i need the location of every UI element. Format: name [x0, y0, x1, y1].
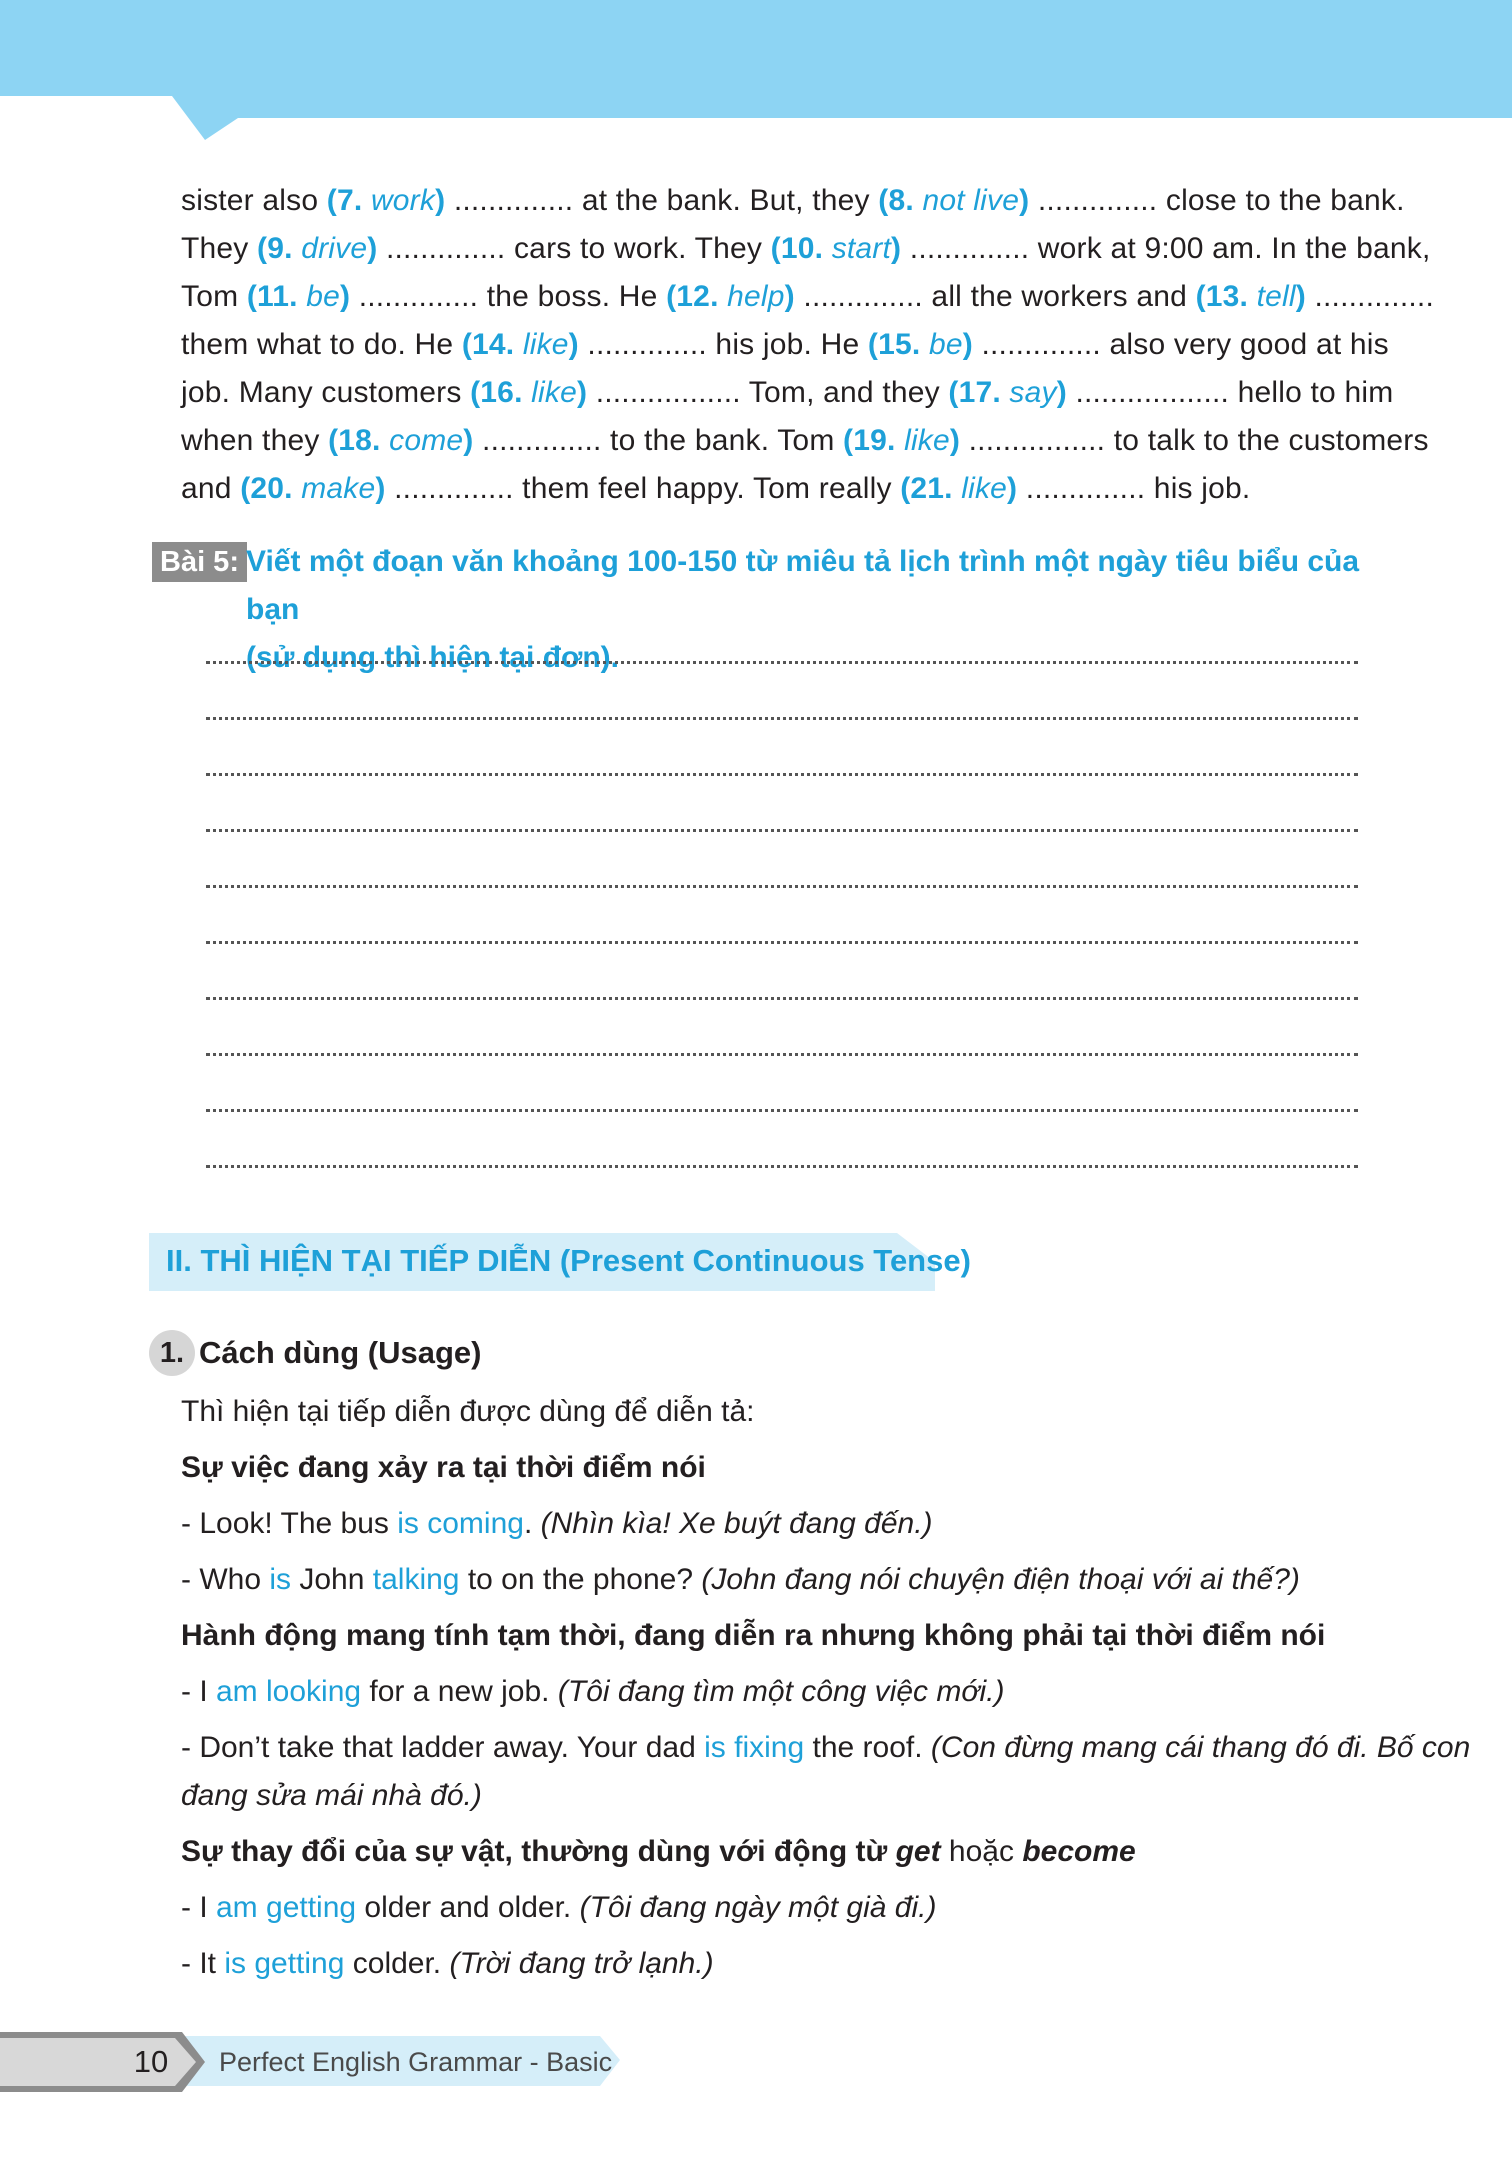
text-segment: .............. close to the bank.	[1029, 184, 1405, 217]
example-4-continued: đang sửa mái nhà đó.)	[181, 1779, 482, 1812]
verb-hint: (15. be)	[867, 328, 973, 361]
answer-line[interactable]	[206, 1040, 1358, 1060]
instruction-line-2: (sử dụng thì hiện tại đơn).	[246, 641, 620, 674]
verb-hint: (21. like)	[900, 472, 1018, 505]
answer-line[interactable]	[206, 1096, 1358, 1116]
text-segment: .............. at the bank. But, they	[445, 184, 879, 217]
exercise-paragraph	[181, 177, 1434, 513]
verb-hint: (7. work)	[326, 184, 446, 217]
text-segment: ................. Tom, and they	[587, 376, 949, 409]
verb-hint: (20. make)	[240, 472, 386, 505]
answer-line[interactable]	[206, 984, 1358, 1004]
text-segment: ..............	[1305, 280, 1434, 313]
verb-hint: (11. be)	[246, 280, 351, 313]
subsection-number: 1.	[149, 1330, 195, 1376]
verb-hint: (17. say)	[948, 376, 1067, 409]
usage-heading-3: Sự thay đổi của sự vật, thường dùng với động từ get hoặc become	[181, 1835, 1136, 1868]
answer-line[interactable]	[206, 760, 1358, 780]
verb-hint: (19. like)	[843, 424, 961, 457]
text-segment: .............. his job.	[1017, 472, 1251, 505]
verb-hint: (9. drive)	[257, 232, 378, 265]
text-segment: and	[181, 472, 241, 505]
answer-line[interactable]	[206, 872, 1358, 892]
text-segment: them what to do. He	[181, 328, 462, 361]
verb-hint: (16. like)	[470, 376, 588, 409]
text-segment: ................ to talk to the customers	[960, 424, 1429, 457]
example-3: - I am looking for a new job. (Tôi đang tìm một công việc mới.)	[181, 1675, 1005, 1708]
answer-line[interactable]	[206, 648, 1358, 668]
example-5: - I am getting older and older. (Tôi đang ngày một già đi.)	[181, 1891, 937, 1924]
top-banner	[0, 0, 1512, 140]
text-segment: .............. his job. He	[578, 328, 868, 361]
verb-hint: (18. come)	[328, 424, 474, 457]
verb-hint: (8. not live)	[878, 184, 1030, 217]
paragraph-line	[181, 417, 1429, 465]
answer-line[interactable]	[206, 928, 1358, 948]
text-segment: .............. work at 9:00 am. In the bank,	[901, 232, 1431, 265]
example-2: - Who is John talking to on the phone? (John đang nói chuyện điện thoại với ai thế?)	[181, 1563, 1300, 1596]
paragraph-line	[181, 177, 1405, 225]
text-segment: .............. also very good at his	[972, 328, 1389, 361]
paragraph-line	[181, 321, 1389, 369]
text-segment: .............. cars to work. They	[377, 232, 771, 265]
verb-hint: (14. like)	[461, 328, 579, 361]
verb-hint: (10. start)	[770, 232, 902, 265]
verb-hint: (13. tell)	[1195, 280, 1306, 313]
example-4: - Don’t take that ladder away. Your dad is fixing the roof. (Con đừng mang cái thang đó đi. Bố con	[181, 1731, 1471, 1764]
answer-line[interactable]	[206, 704, 1358, 724]
text-segment: when they	[181, 424, 329, 457]
verb-hint: (12. help)	[666, 280, 795, 313]
paragraph-line	[181, 225, 1431, 273]
section-title: II. THÌ HIỆN TẠI TIẾP DIỄN (Present Continuous Tense)	[166, 1243, 971, 1278]
example-6: - It is getting colder. (Trời đang trở lạnh.)	[181, 1947, 714, 1980]
paragraph-line	[181, 465, 1370, 513]
text-segment: job. Many customers	[181, 376, 471, 409]
text-segment: .............. to the bank. Tom	[473, 424, 844, 457]
page-number: 10	[133, 2044, 169, 2079]
paragraph-line	[181, 369, 1394, 417]
text-segment: .............. the boss. He	[350, 280, 667, 313]
subsection-title: Cách dùng (Usage)	[199, 1335, 482, 1370]
answer-line[interactable]	[206, 1152, 1358, 1172]
text-segment: .............. all the workers and	[794, 280, 1196, 313]
text-segment: .............. them feel happy. Tom really	[385, 472, 901, 505]
usage-heading-2: Hành động mang tính tạm thời, đang diễn ra nhưng không phải tại thời điểm nói	[181, 1619, 1326, 1652]
text-segment: .................. hello to him	[1066, 376, 1394, 409]
intro-text: Thì hiện tại tiếp diễn được dùng để diễn tả:	[181, 1395, 755, 1428]
text-segment: They	[181, 232, 258, 265]
usage-heading-1: Sự việc đang xảy ra tại thời điểm nói	[181, 1451, 706, 1484]
example-1: - Look! The bus is coming. (Nhìn kìa! Xe buýt đang đến.)	[181, 1507, 933, 1540]
book-title: Perfect English Grammar - Basic	[219, 2047, 613, 2077]
text-segment: Tom	[181, 280, 247, 313]
answer-line[interactable]	[206, 816, 1358, 836]
instruction-line-1: Viết một đoạn văn khoảng 100-150 từ miêu tả lịch trình một ngày tiêu biểu của bạn	[246, 545, 1360, 626]
exercise-5-label: Bài 5:	[152, 542, 247, 582]
text-segment: sister also	[181, 184, 327, 217]
paragraph-line	[181, 273, 1434, 321]
